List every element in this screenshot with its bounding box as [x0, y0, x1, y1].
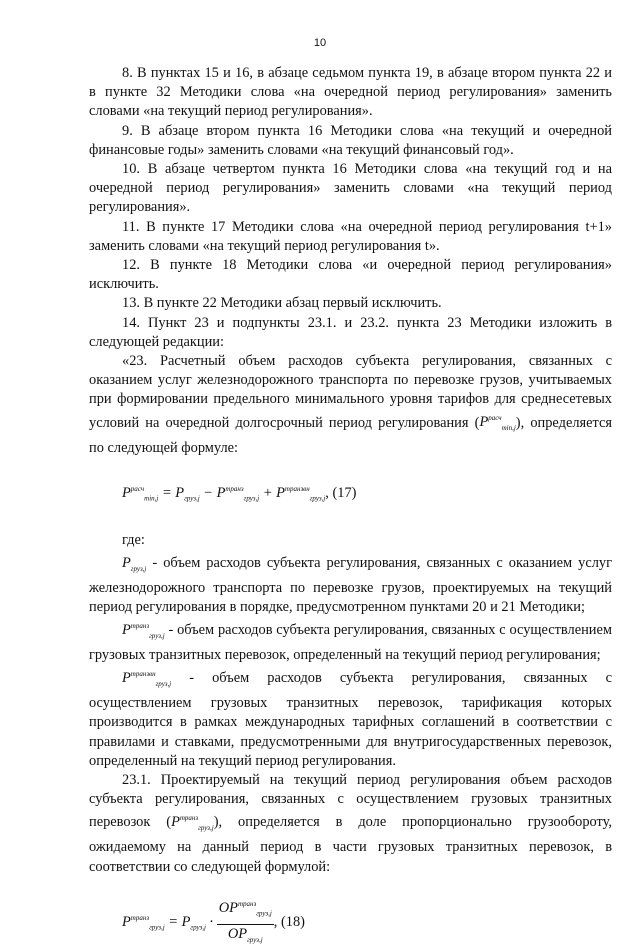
definition-3: $P^{транзвн}_{груз,j}$ - объем расходов субъекта регулирования, связанных с осуществлением грузовых транзитных перевозок, тарификация которых производится в рамках международных тарифных соглашений в соответствии с правилами и ставками, предусмотренными для внутригосударственных перевозок, определенный на текущий период регулирования.	[89, 670, 612, 769]
paragraph-23-1: 23.1. Проектируемый на текущий период регулирования объем расходов субъекта регулирования, связанных с осуществлением грузовых транзитных перевозок $(P^{транз}_{груз,j})$, определяется в доле пропорционально грузообороту, ожидаемому на данный период в части грузовых транзитных перевозок, в соответствии со следующей формулой:	[89, 772, 612, 875]
where-label: где:	[122, 531, 145, 548]
symbol-p-tranzvn: $P^{транзвн}_{груз,j}$	[122, 670, 172, 689]
paragraph-23-intro	[89, 352, 612, 458]
definition-1: $P_{груз,j}$ - объем расходов субъекта регулирования, связанных с оказанием услуг железнодорожного транспорта по перевозке грузов, проектируемых на текущий период регулирования в порядке, предусмотренном пунктами 20 и 21 Методики;	[89, 554, 612, 616]
paragraph-14: 14. Пункт 23 и подпункты 23.1. и 23.2. пункта 23 Методики изложить в следующей редакции:	[89, 314, 612, 350]
symbol-p-min: $P^{расч}_{min,j}$	[479, 414, 516, 433]
symbol-p-tranz-inline: $P^{транз}_{груз,j}$	[171, 814, 214, 833]
formula-17: $P^{расч}_{min,j} = P_{груз,j} - P^{транз}_{груз,j} + P^{транзвн}_{груз,j}$, (17)	[122, 484, 357, 503]
paragraph-10: 10. В абзаце четвертом пункта 16 Методики слова «на текущий год и на очередной период регулирования» заменить словами «на текущий период регулирования».	[89, 161, 612, 216]
formula-18: $P^{транз}_{груз,j} = P_{груз,j}$ · $\frac{OP^{транз}_{груз,j}}{OP_{груз,j}}$ , (18)	[89, 895, 612, 950]
formula-18-fraction: $\frac{OP^{транз}_{груз,j}}{OP_{груз,j}}$	[217, 895, 274, 950]
formula-17-number: , (17)	[325, 484, 357, 501]
paragraph-23-text-b: ), определяется по следующей формуле:	[89, 414, 612, 456]
paragraph-11: 11. В пункте 17 Методики слова «на очередной период регулирования t+1» заменить словами «на текущий период регулирования t».	[89, 218, 612, 254]
definition-2: $P^{транз}_{груз,j}$ - объем расходов субъекта регулирования, связанных с осуществлением грузовых транзитных перевозок, определенный на текущий период регулирования;	[89, 622, 612, 664]
paragraph-9: 9. В абзаце втором пункта 16 Методики слова «на текущий и очередной финансовые годы» заменить словами «на текущий финансовый год».	[89, 122, 612, 158]
symbol-p-gruz: $P_{груз,j}$	[122, 554, 147, 573]
paragraph-8: 8. В пунктах 15 и 16, в абзаце седьмом пункта 19, в абзаце втором пункта 22 и в пункте 32 Методики слова «на очередной период регулирования» заменить словами «на текущий период регулирования».	[89, 65, 612, 120]
symbol-p-tranz: $P^{транз}_{груз,j}$	[122, 622, 165, 640]
paragraph-23-text-a: «23. Расчетный объем расходов субъекта регулирования, связанных с оказанием услуг железнодорожного транспорта по перевозке грузов, учитываемых при формировании предельного минимального уровня тарифов для среднесетевых условий на очередной долгосрочный период регулирования (	[89, 353, 612, 431]
page-number: 10	[313, 37, 327, 49]
formula-18-number: , (18)	[273, 913, 305, 930]
paragraph-12: 12. В пункте 18 Методики слова «и очередной период регулирования» исключить.	[89, 257, 612, 293]
paragraph-13: 13. В пункте 22 Методики абзац первый исключить.	[122, 295, 442, 312]
document-body	[89, 64, 612, 950]
